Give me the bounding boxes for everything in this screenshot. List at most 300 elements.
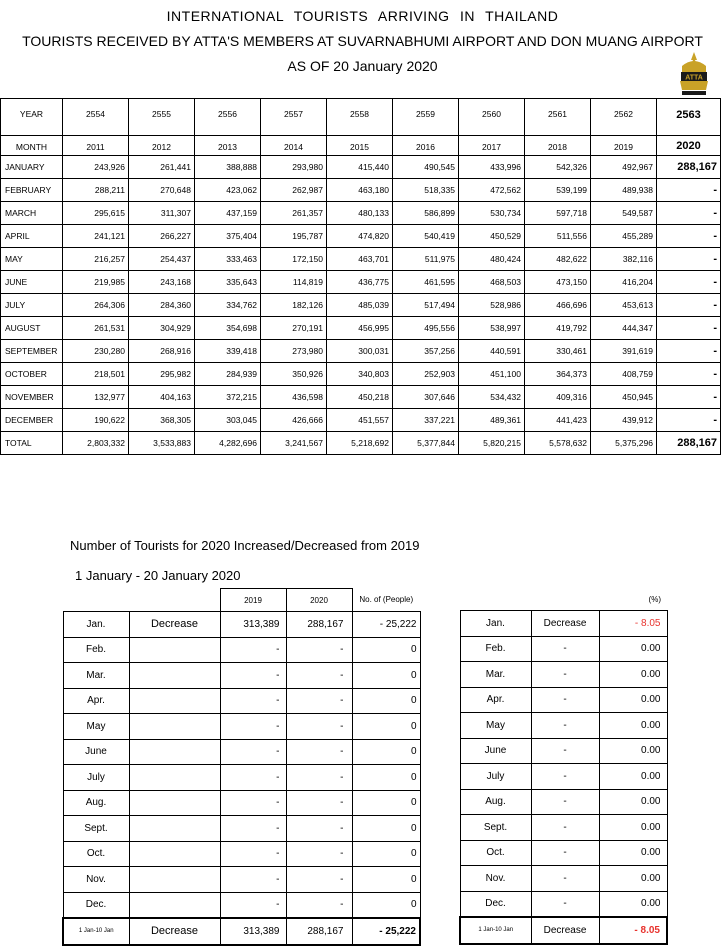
status (129, 688, 220, 714)
percent-change: - 8.05 (599, 917, 667, 944)
people-change: 0 (352, 663, 420, 689)
arrivals-value: 350,926 (261, 363, 327, 386)
month-name: Apr. (460, 687, 531, 713)
thai-year-header: 2563 (657, 99, 721, 136)
comparison-title: Number of Tourists for 2020 Increased/Decreased from 2019 (70, 538, 420, 553)
comparison-row (63, 663, 420, 689)
percent-row (460, 611, 667, 637)
month-name: JULY (1, 294, 63, 317)
arrivals-value: 254,437 (129, 248, 195, 271)
arrivals-value: 482,622 (525, 248, 591, 271)
status: Decrease (531, 917, 599, 944)
percent-change: - 8.05 (599, 611, 667, 637)
col-2020-header: 2020 (286, 589, 352, 612)
month-name: Dec. (63, 892, 129, 918)
percent-change: 0.00 (599, 840, 667, 866)
month-row (1, 248, 721, 271)
value-2019: - (220, 688, 286, 714)
arrivals-value: 303,045 (195, 409, 261, 432)
people-change: 0 (352, 841, 420, 867)
arrivals-value: 243,926 (63, 156, 129, 179)
arrivals-value: 511,556 (525, 225, 591, 248)
month-row (1, 340, 721, 363)
total-value: 5,375,296 (591, 432, 657, 455)
arrivals-value: 339,418 (195, 340, 261, 363)
arrivals-value: 455,289 (591, 225, 657, 248)
arrivals-value: 485,039 (327, 294, 393, 317)
arrivals-value: 453,613 (591, 294, 657, 317)
arrivals-value: 468,503 (459, 271, 525, 294)
people-change: 0 (352, 739, 420, 765)
arrivals-value: 182,126 (261, 294, 327, 317)
arrivals-value: 511,975 (393, 248, 459, 271)
arrivals-value: 333,463 (195, 248, 261, 271)
people-change: 0 (352, 816, 420, 842)
thai-year-header: 2554 (63, 99, 129, 136)
month-name: Oct. (63, 841, 129, 867)
percent-row (460, 713, 667, 739)
people-change: 0 (352, 637, 420, 663)
comparison-row (63, 688, 420, 714)
arrivals-value: 295,615 (63, 202, 129, 225)
year-header: 2017 (459, 136, 525, 156)
thai-year-header: 2562 (591, 99, 657, 136)
people-change: 0 (352, 765, 420, 791)
value-2019: - (220, 816, 286, 842)
value-2019: 313,389 (220, 918, 286, 945)
period-label: 1 Jan-10 Jan (460, 917, 531, 944)
arrivals-value: - (657, 202, 721, 225)
people-change: 0 (352, 714, 420, 740)
arrivals-value: 415,440 (327, 156, 393, 179)
status: - (531, 789, 599, 815)
value-2020: 288,167 (286, 612, 352, 638)
arrivals-value: - (657, 225, 721, 248)
atta-logo (676, 50, 712, 98)
arrivals-value: 542,326 (525, 156, 591, 179)
comparison-row (63, 739, 420, 765)
month-row (1, 317, 721, 340)
month-name: June (460, 738, 531, 764)
arrivals-value: 451,557 (327, 409, 393, 432)
year-header: 2020 (657, 136, 721, 156)
arrivals-value: - (657, 271, 721, 294)
value-2020: - (286, 739, 352, 765)
arrivals-value: 437,159 (195, 202, 261, 225)
blank-header (460, 588, 531, 611)
status (129, 714, 220, 740)
total-value: 5,377,844 (393, 432, 459, 455)
value-2020: - (286, 663, 352, 689)
arrivals-value: 261,441 (129, 156, 195, 179)
value-2020: - (286, 790, 352, 816)
people-change: 0 (352, 790, 420, 816)
arrivals-value: 463,701 (327, 248, 393, 271)
arrivals-value: 492,967 (591, 156, 657, 179)
status: - (531, 891, 599, 917)
arrivals-value: 357,256 (393, 340, 459, 363)
arrivals-value: 335,643 (195, 271, 261, 294)
comparison-row (63, 714, 420, 740)
status (129, 790, 220, 816)
year-header: 2012 (129, 136, 195, 156)
month-row (1, 225, 721, 248)
percent-change: 0.00 (599, 866, 667, 892)
arrivals-value: 489,938 (591, 179, 657, 202)
arrivals-value: 409,316 (525, 386, 591, 409)
arrivals-value: 480,424 (459, 248, 525, 271)
arrivals-value: 307,646 (393, 386, 459, 409)
arrivals-value: 391,619 (591, 340, 657, 363)
month-name: June (63, 739, 129, 765)
percent-row (460, 662, 667, 688)
thai-year-header: 2557 (261, 99, 327, 136)
arrivals-value: 423,062 (195, 179, 261, 202)
arrivals-value: 597,718 (525, 202, 591, 225)
percent-row (460, 815, 667, 841)
month-row (1, 294, 721, 317)
comparison-row (63, 612, 420, 638)
month-name: SEPTEMBER (1, 340, 63, 363)
arrivals-value: 441,423 (525, 409, 591, 432)
percent-change: 0.00 (599, 764, 667, 790)
month-name: Sept. (460, 815, 531, 841)
arrivals-value: 466,696 (525, 294, 591, 317)
arrivals-value: 450,218 (327, 386, 393, 409)
arrivals-value: 461,595 (393, 271, 459, 294)
arrivals-value: 528,986 (459, 294, 525, 317)
arrivals-value: 337,221 (393, 409, 459, 432)
status: - (531, 738, 599, 764)
value-2020: - (286, 867, 352, 893)
arrivals-value: 416,204 (591, 271, 657, 294)
thai-year-header: 2555 (129, 99, 195, 136)
arrivals-value: - (657, 248, 721, 271)
month-name: Oct. (460, 840, 531, 866)
arrivals-value: 439,912 (591, 409, 657, 432)
arrivals-value: 539,199 (525, 179, 591, 202)
arrivals-value: 311,307 (129, 202, 195, 225)
month-name: FEBRUARY (1, 179, 63, 202)
percent-row (460, 687, 667, 713)
month-name: Jan. (460, 611, 531, 637)
total-row (1, 432, 721, 455)
total-value: 3,533,883 (129, 432, 195, 455)
arrivals-value: 284,939 (195, 363, 261, 386)
comparison-total-row (63, 918, 420, 945)
arrivals-value: 219,985 (63, 271, 129, 294)
arrivals-value: 372,215 (195, 386, 261, 409)
month-name: Mar. (63, 663, 129, 689)
month-name: JUNE (1, 271, 63, 294)
value-2020: - (286, 841, 352, 867)
arrivals-value: 436,775 (327, 271, 393, 294)
svg-text:ATTA: ATTA (685, 74, 703, 82)
month-name: Aug. (63, 790, 129, 816)
arrivals-value: 288,211 (63, 179, 129, 202)
arrivals-value: 518,335 (393, 179, 459, 202)
arrivals-value: - (657, 294, 721, 317)
arrivals-value: 540,419 (393, 225, 459, 248)
status: - (531, 636, 599, 662)
month-row (1, 179, 721, 202)
arrivals-value: 451,100 (459, 363, 525, 386)
arrivals-value: 270,648 (129, 179, 195, 202)
arrivals-value: 172,150 (261, 248, 327, 271)
arrivals-value: - (657, 340, 721, 363)
arrivals-value: 270,191 (261, 317, 327, 340)
arrivals-value: 261,357 (261, 202, 327, 225)
percent-change: 0.00 (599, 891, 667, 917)
arrivals-value: 230,280 (63, 340, 129, 363)
percent-row (460, 866, 667, 892)
arrivals-value: 340,803 (327, 363, 393, 386)
arrivals-value: 530,734 (459, 202, 525, 225)
percent-row (460, 891, 667, 917)
month-name: Feb. (63, 637, 129, 663)
people-change: - 25,222 (352, 612, 420, 638)
month-name: May (63, 714, 129, 740)
arrivals-value: 456,995 (327, 317, 393, 340)
value-2019: - (220, 841, 286, 867)
total-value: 288,167 (657, 432, 721, 455)
status: Decrease (531, 611, 599, 637)
arrivals-value: 262,987 (261, 179, 327, 202)
arrivals-value: 195,787 (261, 225, 327, 248)
report-subtitle: TOURISTS RECEIVED BY ATTA'S MEMBERS AT SUVARNABHUMI AIRPORT AND DON MUANG AIRPORT (22, 33, 703, 49)
period-label: 1 Jan-10 Jan (63, 918, 129, 945)
arrivals-value: 440,591 (459, 340, 525, 363)
comparison-row (63, 637, 420, 663)
arrivals-value: 132,977 (63, 386, 129, 409)
month-name: MAY (1, 248, 63, 271)
percent-row (460, 789, 667, 815)
arrivals-value: 419,792 (525, 317, 591, 340)
status (129, 841, 220, 867)
arrivals-value: 490,545 (393, 156, 459, 179)
percent-header-row (460, 588, 667, 611)
total-value: 3,241,567 (261, 432, 327, 455)
status: Decrease (129, 918, 220, 945)
arrivals-value: 586,899 (393, 202, 459, 225)
people-change: - 25,222 (352, 918, 420, 945)
value-2019: - (220, 790, 286, 816)
thai-year-header: 2560 (459, 99, 525, 136)
total-value: 5,578,632 (525, 432, 591, 455)
year-header: 2013 (195, 136, 261, 156)
month-name: Feb. (460, 636, 531, 662)
status (129, 892, 220, 918)
value-2019: - (220, 663, 286, 689)
month-name: Nov. (460, 866, 531, 892)
month-name: Sept. (63, 816, 129, 842)
arrivals-value: 304,929 (129, 317, 195, 340)
comparison-row (63, 765, 420, 791)
value-2019: - (220, 637, 286, 663)
percent-change: 0.00 (599, 738, 667, 764)
month-name: JANUARY (1, 156, 63, 179)
arrivals-value: 218,501 (63, 363, 129, 386)
percent-change: 0.00 (599, 713, 667, 739)
status: - (531, 866, 599, 892)
percent-change: 0.00 (599, 687, 667, 713)
year-header: 2011 (63, 136, 129, 156)
arrivals-value: 268,916 (129, 340, 195, 363)
arrivals-value: 375,404 (195, 225, 261, 248)
arrivals-value: 190,622 (63, 409, 129, 432)
arrivals-value: 450,529 (459, 225, 525, 248)
arrivals-value: 538,997 (459, 317, 525, 340)
month-name: Nov. (63, 867, 129, 893)
status (129, 867, 220, 893)
arrivals-value: 433,996 (459, 156, 525, 179)
people-change: 0 (352, 867, 420, 893)
thai-year-header: 2559 (393, 99, 459, 136)
status: - (531, 840, 599, 866)
month-name: Mar. (460, 662, 531, 688)
arrivals-value: 472,562 (459, 179, 525, 202)
arrivals-value: 273,980 (261, 340, 327, 363)
arrivals-value: 388,888 (195, 156, 261, 179)
arrivals-value: 408,759 (591, 363, 657, 386)
arrivals-value: 284,360 (129, 294, 195, 317)
percent-row (460, 840, 667, 866)
value-2019: - (220, 867, 286, 893)
status (129, 663, 220, 689)
arrivals-value: 474,820 (327, 225, 393, 248)
value-2020: - (286, 688, 352, 714)
total-label: TOTAL (1, 432, 63, 455)
arrivals-value: 534,432 (459, 386, 525, 409)
month-name: May (460, 713, 531, 739)
comparison-period: 1 January - 20 January 2020 (75, 568, 241, 583)
month-name: AUGUST (1, 317, 63, 340)
percent-row (460, 738, 667, 764)
status: - (531, 687, 599, 713)
year-header: 2015 (327, 136, 393, 156)
month-name: Dec. (460, 891, 531, 917)
status (129, 816, 220, 842)
value-2020: - (286, 816, 352, 842)
value-2020: - (286, 637, 352, 663)
report-title: INTERNATIONAL TOURISTS ARRIVING IN THAILAND (166, 8, 559, 24)
value-2020: 288,167 (286, 918, 352, 945)
comparison-header-row (63, 589, 420, 612)
arrivals-value: 473,150 (525, 271, 591, 294)
value-2019: - (220, 714, 286, 740)
arrivals-value: 264,306 (63, 294, 129, 317)
blank-header (129, 589, 220, 612)
value-2019: - (220, 739, 286, 765)
comparison-people-table (62, 588, 421, 946)
arrivals-value: 354,698 (195, 317, 261, 340)
comparison-row (63, 867, 420, 893)
arrivals-value: 549,587 (591, 202, 657, 225)
arrivals-value: 114,819 (261, 271, 327, 294)
arrivals-value: 368,305 (129, 409, 195, 432)
arrivals-value: - (657, 317, 721, 340)
arrivals-value: 489,361 (459, 409, 525, 432)
status: Decrease (129, 612, 220, 638)
arrivals-value: 436,598 (261, 386, 327, 409)
arrivals-value: 261,531 (63, 317, 129, 340)
col-people-header: No. of (People) (352, 589, 420, 612)
arrivals-value: - (657, 409, 721, 432)
arrivals-value: 364,373 (525, 363, 591, 386)
percent-change: 0.00 (599, 789, 667, 815)
arrivals-value: 330,461 (525, 340, 591, 363)
arrivals-value: 480,133 (327, 202, 393, 225)
comparison-percent-table (459, 588, 668, 945)
comparison-row (63, 816, 420, 842)
arrivals-value: 266,227 (129, 225, 195, 248)
month-name: Jan. (63, 612, 129, 638)
month-name: NOVEMBER (1, 386, 63, 409)
value-2019: - (220, 892, 286, 918)
month-name: MARCH (1, 202, 63, 225)
percent-row (460, 764, 667, 790)
arrivals-value: - (657, 179, 721, 202)
arrivals-value: 243,168 (129, 271, 195, 294)
report-date: AS OF 20 January 2020 (287, 58, 438, 74)
people-change: 0 (352, 892, 420, 918)
monthly-arrivals-table (0, 98, 721, 455)
month-row (1, 363, 721, 386)
status: - (531, 662, 599, 688)
month-name: OCTOBER (1, 363, 63, 386)
month-row (1, 386, 721, 409)
total-value: 5,820,215 (459, 432, 525, 455)
arrivals-value: 404,163 (129, 386, 195, 409)
month-name: July (63, 765, 129, 791)
comparison-row (63, 790, 420, 816)
blank-header (63, 589, 129, 612)
col-percent-header: (%) (599, 588, 667, 611)
arrivals-value: 334,762 (195, 294, 261, 317)
month-row (1, 271, 721, 294)
total-value: 2,803,332 (63, 432, 129, 455)
value-2020: - (286, 714, 352, 740)
year-header: 2019 (591, 136, 657, 156)
arrivals-value: 241,121 (63, 225, 129, 248)
month-label: MONTH (1, 136, 63, 156)
status: - (531, 764, 599, 790)
status (129, 765, 220, 791)
year-header: 2016 (393, 136, 459, 156)
value-2020: - (286, 892, 352, 918)
month-row (1, 202, 721, 225)
percent-row (460, 636, 667, 662)
arrivals-value: 300,031 (327, 340, 393, 363)
arrivals-value: 216,257 (63, 248, 129, 271)
arrivals-value: 382,116 (591, 248, 657, 271)
month-row (1, 156, 721, 179)
comparison-row (63, 841, 420, 867)
arrivals-value: 495,556 (393, 317, 459, 340)
arrivals-value: - (657, 363, 721, 386)
value-2020: - (286, 765, 352, 791)
arrivals-value: 463,180 (327, 179, 393, 202)
arrivals-value: - (657, 386, 721, 409)
arrivals-value: 293,980 (261, 156, 327, 179)
thai-year-header: 2561 (525, 99, 591, 136)
value-2019: 313,389 (220, 612, 286, 638)
total-value: 4,282,696 (195, 432, 261, 455)
month-name: Aug. (460, 789, 531, 815)
percent-change: 0.00 (599, 815, 667, 841)
status (129, 739, 220, 765)
arrivals-value: 517,494 (393, 294, 459, 317)
